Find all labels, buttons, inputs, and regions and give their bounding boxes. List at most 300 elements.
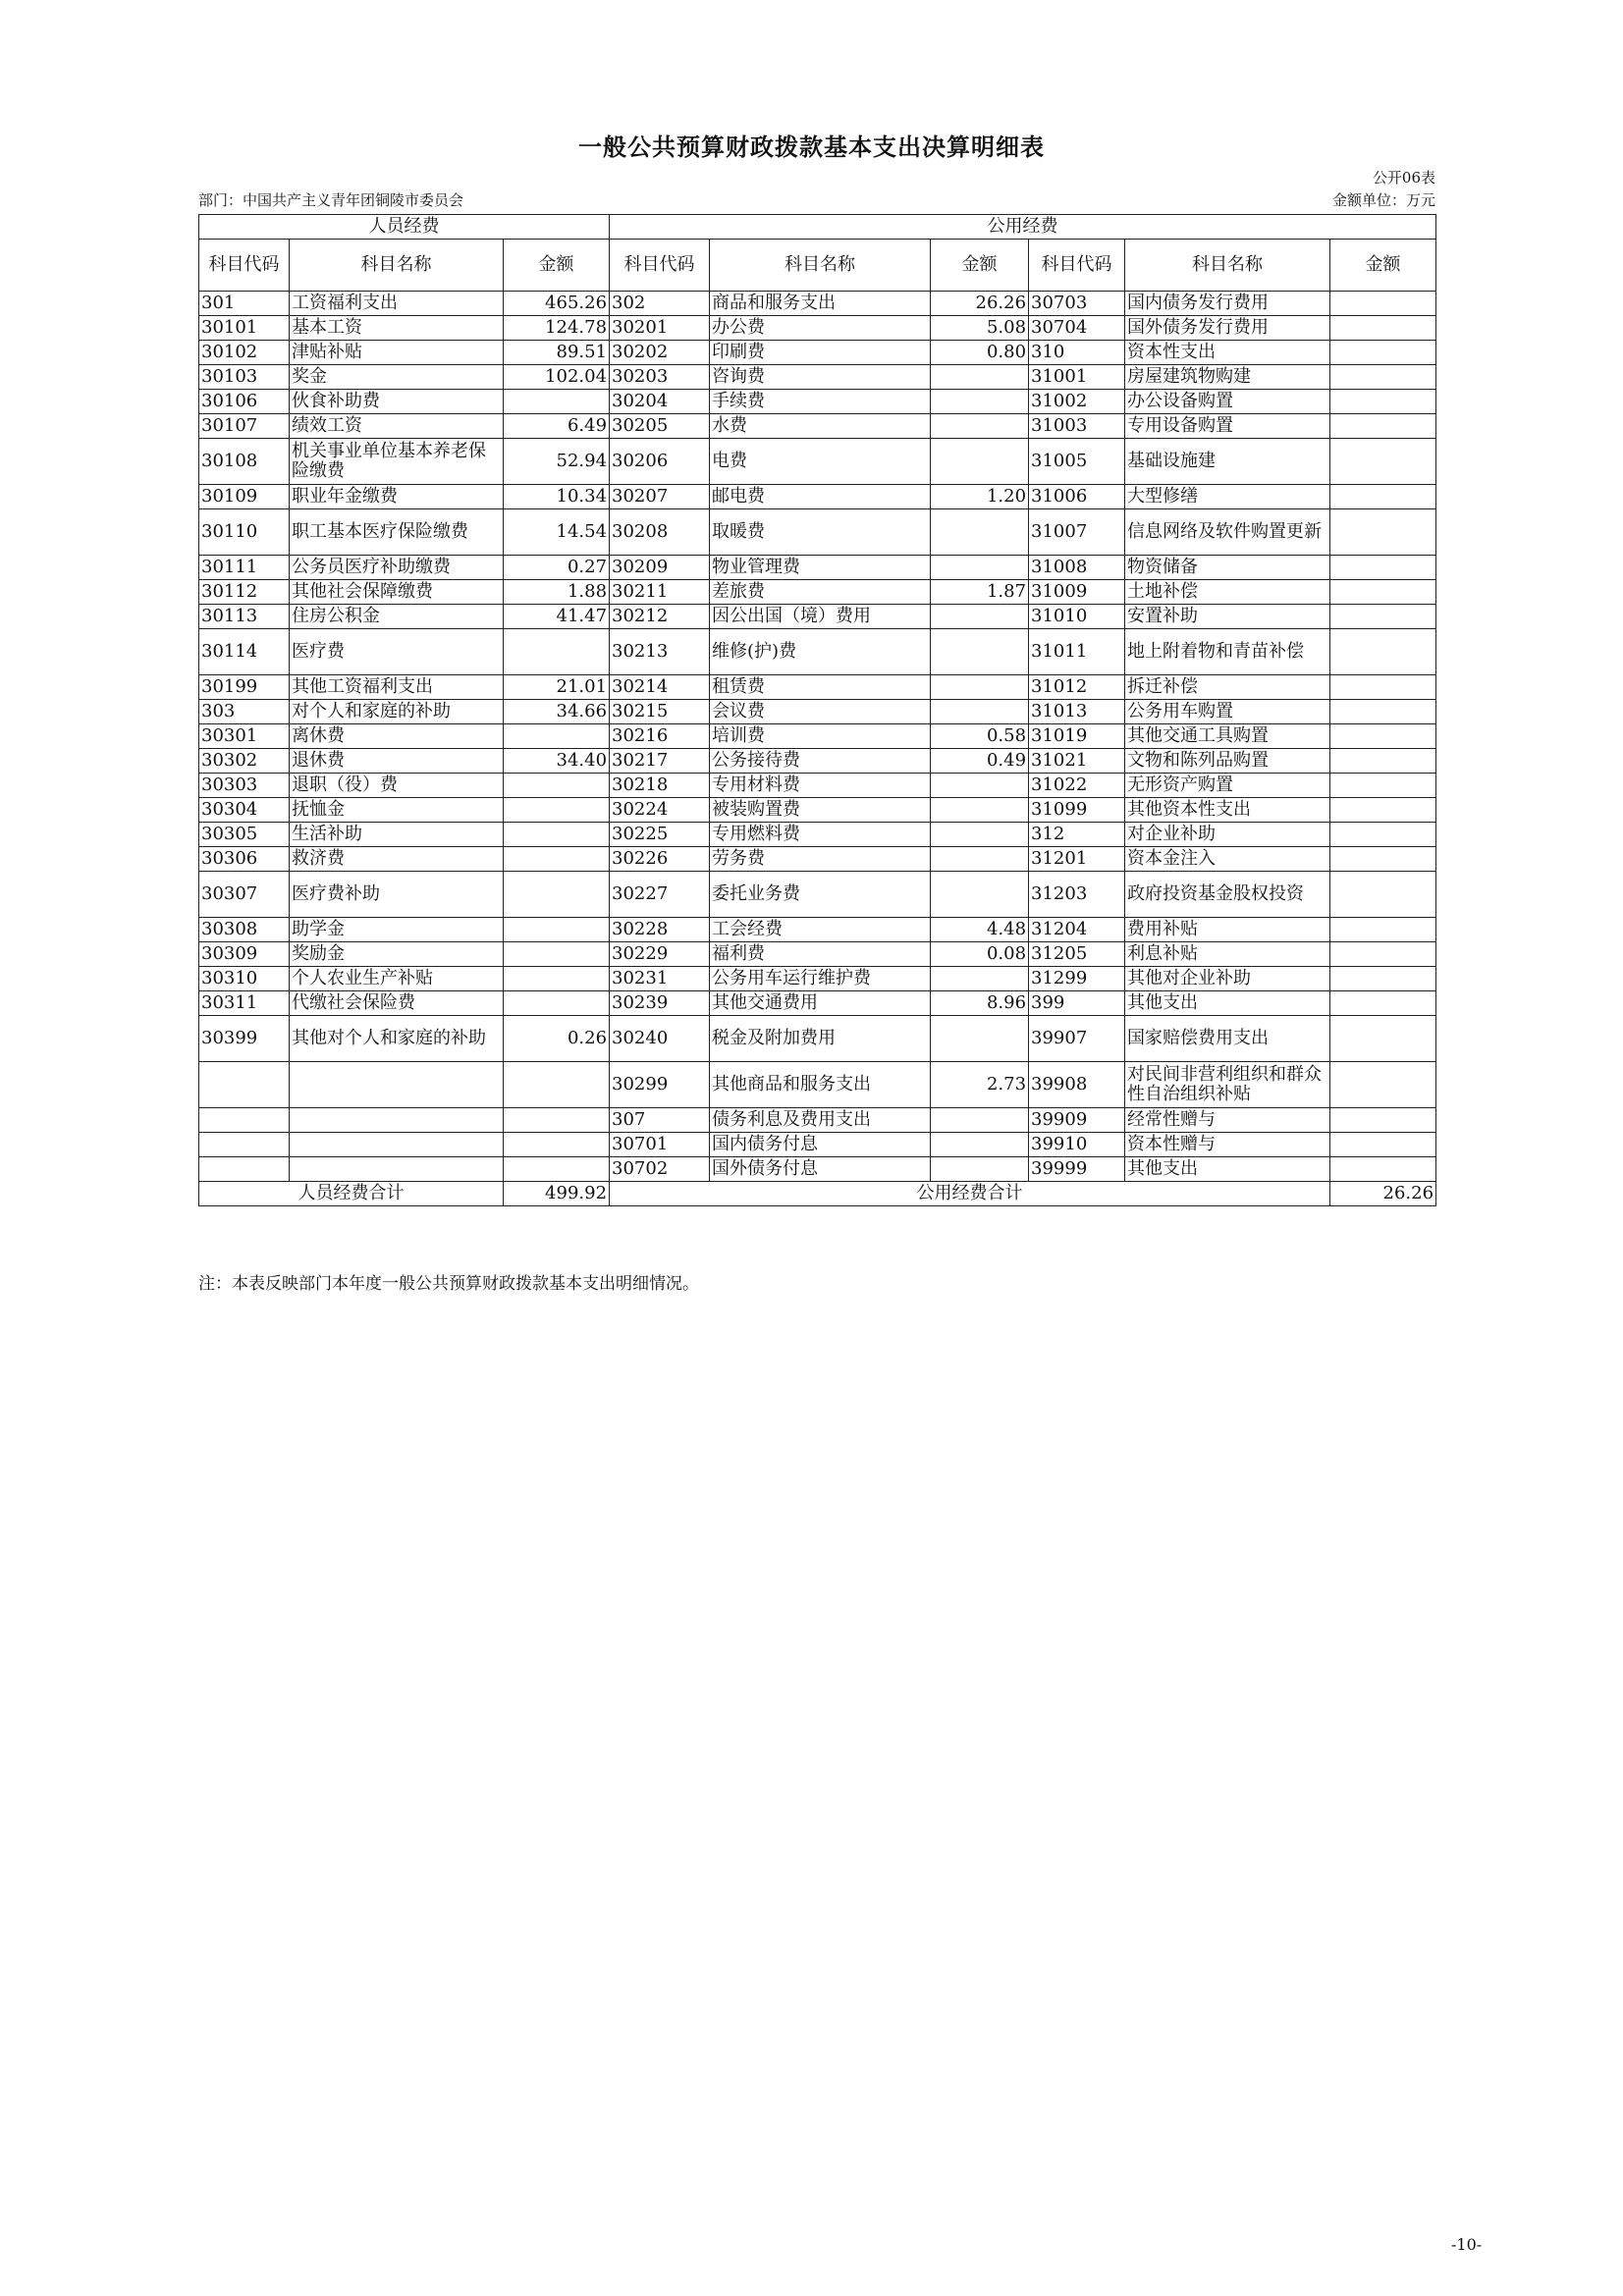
cell-code: 31009 bbox=[1029, 580, 1125, 605]
cell-amount bbox=[504, 823, 610, 847]
group-header-personnel: 人员经费 bbox=[199, 215, 610, 240]
cell-amount bbox=[931, 365, 1029, 390]
cell-code: 31022 bbox=[1029, 774, 1125, 798]
cell-amount bbox=[1330, 798, 1436, 823]
cell-name: 资本性赠与 bbox=[1125, 1133, 1330, 1157]
column-header: 科目代码 bbox=[1029, 240, 1125, 292]
cell-name: 劳务费 bbox=[710, 847, 931, 872]
cell-amount bbox=[1330, 292, 1436, 316]
cell-code: 31205 bbox=[1029, 942, 1125, 967]
cell-name: 手续费 bbox=[710, 390, 931, 414]
table-row bbox=[199, 414, 1436, 439]
cell-amount bbox=[1330, 749, 1436, 774]
cell-name: 其他支出 bbox=[1125, 991, 1330, 1016]
cell-name: 资本金注入 bbox=[1125, 847, 1330, 872]
table-row bbox=[199, 580, 1436, 605]
cell-code: 30209 bbox=[610, 556, 710, 580]
cell-name: 电费 bbox=[710, 439, 931, 485]
cell-code: 30301 bbox=[199, 724, 290, 749]
cell-code: 31021 bbox=[1029, 749, 1125, 774]
table-row bbox=[199, 365, 1436, 390]
cell-name: 信息网络及软件购置更新 bbox=[1125, 509, 1330, 556]
cell-amount: 124.78 bbox=[504, 316, 610, 341]
cell-amount bbox=[931, 798, 1029, 823]
cell-amount bbox=[931, 967, 1029, 991]
cell-amount bbox=[504, 1062, 610, 1108]
cell-code bbox=[199, 1062, 290, 1108]
cell-code: 312 bbox=[1029, 823, 1125, 847]
personnel-total-label: 人员经费合计 bbox=[199, 1182, 504, 1206]
cell-name: 其他对个人和家庭的补助 bbox=[290, 1016, 504, 1062]
cell-code: 30216 bbox=[610, 724, 710, 749]
cell-code: 31013 bbox=[1029, 700, 1125, 724]
cell-code: 39910 bbox=[1029, 1133, 1125, 1157]
cell-name: 公务接待费 bbox=[710, 749, 931, 774]
table-row bbox=[199, 872, 1436, 918]
cell-name: 职业年金缴费 bbox=[290, 485, 504, 509]
cell-amount bbox=[504, 918, 610, 942]
cell-name: 经常性赠与 bbox=[1125, 1108, 1330, 1133]
cell-amount bbox=[504, 967, 610, 991]
cell-name bbox=[290, 1133, 504, 1157]
cell-name bbox=[290, 1108, 504, 1133]
cell-amount bbox=[504, 390, 610, 414]
cell-name: 奖金 bbox=[290, 365, 504, 390]
cell-name: 助学金 bbox=[290, 918, 504, 942]
column-header: 科目名称 bbox=[1125, 240, 1330, 292]
cell-code: 30205 bbox=[610, 414, 710, 439]
cell-name: 伙食补助费 bbox=[290, 390, 504, 414]
cell-amount bbox=[1330, 774, 1436, 798]
cell-amount bbox=[1330, 823, 1436, 847]
cell-code: 399 bbox=[1029, 991, 1125, 1016]
cell-code: 30107 bbox=[199, 414, 290, 439]
cell-name: 费用补贴 bbox=[1125, 918, 1330, 942]
cell-name: 公务用车运行维护费 bbox=[710, 967, 931, 991]
cell-name: 基础设施建 bbox=[1125, 439, 1330, 485]
cell-amount bbox=[1330, 847, 1436, 872]
cell-name: 安置补助 bbox=[1125, 605, 1330, 629]
cell-amount: 1.20 bbox=[931, 485, 1029, 509]
cell-name: 基本工资 bbox=[290, 316, 504, 341]
cell-amount bbox=[504, 774, 610, 798]
cell-amount bbox=[504, 798, 610, 823]
table-row bbox=[199, 918, 1436, 942]
cell-code: 30207 bbox=[610, 485, 710, 509]
cell-code: 31003 bbox=[1029, 414, 1125, 439]
cell-amount: 1.88 bbox=[504, 580, 610, 605]
cell-code: 30109 bbox=[199, 485, 290, 509]
cell-amount bbox=[1330, 724, 1436, 749]
cell-code: 31012 bbox=[1029, 675, 1125, 700]
cell-amount bbox=[504, 847, 610, 872]
cell-amount: 10.34 bbox=[504, 485, 610, 509]
table-row bbox=[199, 509, 1436, 556]
cell-code: 30299 bbox=[610, 1062, 710, 1108]
cell-amount bbox=[1330, 485, 1436, 509]
cell-name: 办公设备购置 bbox=[1125, 390, 1330, 414]
cell-name: 邮电费 bbox=[710, 485, 931, 509]
cell-amount bbox=[1330, 605, 1436, 629]
cell-code: 31201 bbox=[1029, 847, 1125, 872]
cell-code: 303 bbox=[199, 700, 290, 724]
table-row bbox=[199, 1157, 1436, 1182]
cell-amount: 8.96 bbox=[931, 991, 1029, 1016]
department-label: 部门：中国共产主义青年团铜陵市委员会 bbox=[198, 191, 464, 209]
cell-name: 其他工资福利支出 bbox=[290, 675, 504, 700]
cell-name: 工会经费 bbox=[710, 918, 931, 942]
cell-code: 39999 bbox=[1029, 1157, 1125, 1182]
cell-name: 其他社会保障缴费 bbox=[290, 580, 504, 605]
cell-name: 退职（役）费 bbox=[290, 774, 504, 798]
cell-amount bbox=[931, 414, 1029, 439]
cell-name: 差旅费 bbox=[710, 580, 931, 605]
cell-amount bbox=[504, 991, 610, 1016]
table-row bbox=[199, 629, 1436, 675]
cell-name: 房屋建筑物购建 bbox=[1125, 365, 1330, 390]
cell-amount bbox=[931, 390, 1029, 414]
table-row bbox=[199, 316, 1436, 341]
cell-amount: 0.08 bbox=[931, 942, 1029, 967]
cell-code: 30310 bbox=[199, 967, 290, 991]
cell-amount bbox=[504, 872, 610, 918]
cell-amount bbox=[1330, 439, 1436, 485]
cell-code: 30217 bbox=[610, 749, 710, 774]
cell-amount bbox=[931, 629, 1029, 675]
page-title: 一般公共预算财政拨款基本支出决算明细表 bbox=[578, 133, 1045, 161]
cell-amount bbox=[931, 605, 1029, 629]
table-row bbox=[199, 967, 1436, 991]
cell-name: 商品和服务支出 bbox=[710, 292, 931, 316]
cell-amount: 1.87 bbox=[931, 580, 1029, 605]
column-header: 科目代码 bbox=[199, 240, 290, 292]
cell-code: 30304 bbox=[199, 798, 290, 823]
personnel-total-value: 499.92 bbox=[504, 1182, 610, 1206]
cell-code: 30309 bbox=[199, 942, 290, 967]
cell-name bbox=[290, 1062, 504, 1108]
cell-code: 30202 bbox=[610, 341, 710, 365]
cell-name: 专用设备购置 bbox=[1125, 414, 1330, 439]
cell-name: 对个人和家庭的补助 bbox=[290, 700, 504, 724]
cell-name: 物业管理费 bbox=[710, 556, 931, 580]
cell-amount bbox=[1330, 942, 1436, 967]
cell-code: 30110 bbox=[199, 509, 290, 556]
cell-amount bbox=[1330, 872, 1436, 918]
cell-name: 福利费 bbox=[710, 942, 931, 967]
cell-name: 国内债务发行费用 bbox=[1125, 292, 1330, 316]
cell-amount: 6.49 bbox=[504, 414, 610, 439]
cell-amount bbox=[1330, 580, 1436, 605]
cell-amount bbox=[504, 1133, 610, 1157]
cell-name: 国家赔偿费用支出 bbox=[1125, 1016, 1330, 1062]
cell-code: 39909 bbox=[1029, 1108, 1125, 1133]
cell-name: 土地补偿 bbox=[1125, 580, 1330, 605]
cell-code: 30225 bbox=[610, 823, 710, 847]
cell-name: 专用燃料费 bbox=[710, 823, 931, 847]
cell-code: 30111 bbox=[199, 556, 290, 580]
cell-code: 30112 bbox=[199, 580, 290, 605]
cell-name: 公务用车购置 bbox=[1125, 700, 1330, 724]
cell-code: 31204 bbox=[1029, 918, 1125, 942]
cell-amount: 102.04 bbox=[504, 365, 610, 390]
cell-code: 30212 bbox=[610, 605, 710, 629]
cell-name: 工资福利支出 bbox=[290, 292, 504, 316]
cell-name: 离休费 bbox=[290, 724, 504, 749]
cell-amount bbox=[931, 439, 1029, 485]
table-row bbox=[199, 774, 1436, 798]
cell-name: 生活补助 bbox=[290, 823, 504, 847]
column-header: 金额 bbox=[1330, 240, 1436, 292]
cell-name: 印刷费 bbox=[710, 341, 931, 365]
table-row bbox=[199, 1016, 1436, 1062]
expenditure-detail-table bbox=[198, 214, 1436, 1206]
cell-amount bbox=[1330, 414, 1436, 439]
public-total-value: 26.26 bbox=[1330, 1182, 1436, 1206]
cell-amount bbox=[931, 556, 1029, 580]
cell-amount: 89.51 bbox=[504, 341, 610, 365]
cell-code: 30227 bbox=[610, 872, 710, 918]
cell-code: 30231 bbox=[610, 967, 710, 991]
cell-name: 津贴补贴 bbox=[290, 341, 504, 365]
cell-code: 30201 bbox=[610, 316, 710, 341]
cell-amount bbox=[504, 1157, 610, 1182]
cell-code bbox=[199, 1108, 290, 1133]
cell-code: 31011 bbox=[1029, 629, 1125, 675]
table-row bbox=[199, 942, 1436, 967]
cell-name: 绩效工资 bbox=[290, 414, 504, 439]
cell-amount bbox=[1330, 1108, 1436, 1133]
cell-name: 办公费 bbox=[710, 316, 931, 341]
cell-amount: 26.26 bbox=[931, 292, 1029, 316]
cell-name: 救济费 bbox=[290, 847, 504, 872]
cell-amount bbox=[1330, 509, 1436, 556]
cell-name: 咨询费 bbox=[710, 365, 931, 390]
cell-name: 对企业补助 bbox=[1125, 823, 1330, 847]
cell-amount: 21.01 bbox=[504, 675, 610, 700]
amount-unit-label: 金额单位：万元 bbox=[1331, 191, 1435, 209]
cell-amount bbox=[504, 724, 610, 749]
cell-name: 其他支出 bbox=[1125, 1157, 1330, 1182]
cell-name: 其他商品和服务支出 bbox=[710, 1062, 931, 1108]
cell-code: 31006 bbox=[1029, 485, 1125, 509]
table-row bbox=[199, 1108, 1436, 1133]
cell-code: 30240 bbox=[610, 1016, 710, 1062]
cell-code: 30108 bbox=[199, 439, 290, 485]
cell-code: 30303 bbox=[199, 774, 290, 798]
cell-amount bbox=[1330, 629, 1436, 675]
cell-name bbox=[290, 1157, 504, 1182]
cell-code: 30226 bbox=[610, 847, 710, 872]
cell-amount bbox=[1330, 1133, 1436, 1157]
cell-name: 国外债务付息 bbox=[710, 1157, 931, 1182]
cell-amount bbox=[1330, 556, 1436, 580]
cell-name: 物资储备 bbox=[1125, 556, 1330, 580]
cell-code: 30214 bbox=[610, 675, 710, 700]
cell-amount bbox=[1330, 1157, 1436, 1182]
cell-amount bbox=[931, 509, 1029, 556]
cell-name: 委托业务费 bbox=[710, 872, 931, 918]
cell-code: 307 bbox=[610, 1108, 710, 1133]
cell-amount: 0.26 bbox=[504, 1016, 610, 1062]
cell-code: 30224 bbox=[610, 798, 710, 823]
form-number: 公开06表 bbox=[1372, 169, 1435, 187]
cell-code: 30114 bbox=[199, 629, 290, 675]
table-row bbox=[199, 823, 1436, 847]
cell-name: 文物和陈列品购置 bbox=[1125, 749, 1330, 774]
cell-amount: 5.08 bbox=[931, 316, 1029, 341]
cell-amount bbox=[1330, 700, 1436, 724]
cell-amount bbox=[1330, 675, 1436, 700]
cell-amount: 0.27 bbox=[504, 556, 610, 580]
table-row bbox=[199, 798, 1436, 823]
cell-code: 30218 bbox=[610, 774, 710, 798]
page-number: -10- bbox=[1451, 2235, 1483, 2254]
table-row bbox=[199, 847, 1436, 872]
totals-row bbox=[199, 1182, 1436, 1206]
cell-name: 公务员医疗补助缴费 bbox=[290, 556, 504, 580]
cell-amount: 41.47 bbox=[504, 605, 610, 629]
cell-code: 30208 bbox=[610, 509, 710, 556]
cell-code: 39907 bbox=[1029, 1016, 1125, 1062]
cell-code: 30306 bbox=[199, 847, 290, 872]
cell-amount bbox=[931, 847, 1029, 872]
cell-code: 30211 bbox=[610, 580, 710, 605]
cell-name: 对民间非营利组织和群众性自治组织补贴 bbox=[1125, 1062, 1330, 1108]
cell-code: 302 bbox=[610, 292, 710, 316]
cell-code: 30701 bbox=[610, 1133, 710, 1157]
cell-amount bbox=[1330, 1016, 1436, 1062]
cell-amount bbox=[931, 1016, 1029, 1062]
cell-name: 国外债务发行费用 bbox=[1125, 316, 1330, 341]
table-row bbox=[199, 605, 1436, 629]
table-row bbox=[199, 341, 1436, 365]
cell-code bbox=[199, 1133, 290, 1157]
cell-code: 31010 bbox=[1029, 605, 1125, 629]
column-header: 金额 bbox=[931, 240, 1029, 292]
column-header: 科目名称 bbox=[290, 240, 504, 292]
cell-code: 30239 bbox=[610, 991, 710, 1016]
cell-code: 30113 bbox=[199, 605, 290, 629]
cell-code: 30203 bbox=[610, 365, 710, 390]
cell-name: 债务利息及费用支出 bbox=[710, 1108, 931, 1133]
cell-amount bbox=[931, 872, 1029, 918]
cell-name: 国内债务付息 bbox=[710, 1133, 931, 1157]
cell-code: 30703 bbox=[1029, 292, 1125, 316]
cell-code: 30213 bbox=[610, 629, 710, 675]
table-row bbox=[199, 724, 1436, 749]
cell-code: 31203 bbox=[1029, 872, 1125, 918]
cell-amount: 0.58 bbox=[931, 724, 1029, 749]
table-row bbox=[199, 556, 1436, 580]
table-row bbox=[199, 749, 1436, 774]
cell-code: 30307 bbox=[199, 872, 290, 918]
table-row bbox=[199, 991, 1436, 1016]
cell-amount bbox=[504, 942, 610, 967]
cell-amount bbox=[1330, 341, 1436, 365]
cell-amount bbox=[931, 1108, 1029, 1133]
cell-amount: 0.80 bbox=[931, 341, 1029, 365]
cell-name: 大型修缮 bbox=[1125, 485, 1330, 509]
cell-amount bbox=[931, 1133, 1029, 1157]
cell-code: 310 bbox=[1029, 341, 1125, 365]
cell-code: 30101 bbox=[199, 316, 290, 341]
cell-name: 退休费 bbox=[290, 749, 504, 774]
table-body bbox=[199, 292, 1436, 1182]
cell-name: 水费 bbox=[710, 414, 931, 439]
cell-code: 30311 bbox=[199, 991, 290, 1016]
cell-amount bbox=[1330, 365, 1436, 390]
cell-name: 会议费 bbox=[710, 700, 931, 724]
cell-amount bbox=[1330, 967, 1436, 991]
table-row bbox=[199, 1062, 1436, 1108]
cell-name: 利息补贴 bbox=[1125, 942, 1330, 967]
cell-code: 31019 bbox=[1029, 724, 1125, 749]
cell-amount bbox=[1330, 316, 1436, 341]
table-row bbox=[199, 675, 1436, 700]
cell-code: 39908 bbox=[1029, 1062, 1125, 1108]
column-header: 科目名称 bbox=[710, 240, 931, 292]
cell-name: 其他资本性支出 bbox=[1125, 798, 1330, 823]
cell-code: 31005 bbox=[1029, 439, 1125, 485]
cell-code: 30204 bbox=[610, 390, 710, 414]
cell-amount bbox=[1330, 1062, 1436, 1108]
table-row bbox=[199, 1133, 1436, 1157]
cell-name: 税金及附加费用 bbox=[710, 1016, 931, 1062]
cell-name: 其他对企业补助 bbox=[1125, 967, 1330, 991]
cell-name: 抚恤金 bbox=[290, 798, 504, 823]
cell-amount: 34.66 bbox=[504, 700, 610, 724]
cell-code: 31007 bbox=[1029, 509, 1125, 556]
cell-amount bbox=[504, 629, 610, 675]
cell-code: 31299 bbox=[1029, 967, 1125, 991]
cell-code: 30106 bbox=[199, 390, 290, 414]
cell-code: 30206 bbox=[610, 439, 710, 485]
cell-code: 30199 bbox=[199, 675, 290, 700]
cell-amount: 2.73 bbox=[931, 1062, 1029, 1108]
cell-name: 医疗费 bbox=[290, 629, 504, 675]
cell-amount: 52.94 bbox=[504, 439, 610, 485]
cell-amount bbox=[931, 823, 1029, 847]
cell-code: 30305 bbox=[199, 823, 290, 847]
cell-name: 因公出国（境）费用 bbox=[710, 605, 931, 629]
cell-code: 30229 bbox=[610, 942, 710, 967]
cell-name: 奖励金 bbox=[290, 942, 504, 967]
cell-name: 住房公积金 bbox=[290, 605, 504, 629]
cell-code: 30302 bbox=[199, 749, 290, 774]
cell-name: 机关事业单位基本养老保险缴费 bbox=[290, 439, 504, 485]
cell-name: 拆迁补偿 bbox=[1125, 675, 1330, 700]
cell-name: 职工基本医疗保险缴费 bbox=[290, 509, 504, 556]
cell-amount bbox=[1330, 991, 1436, 1016]
cell-name: 维修(护)费 bbox=[710, 629, 931, 675]
cell-amount bbox=[1330, 390, 1436, 414]
table-row bbox=[199, 700, 1436, 724]
cell-name: 地上附着物和青苗补偿 bbox=[1125, 629, 1330, 675]
cell-code: 30308 bbox=[199, 918, 290, 942]
table-row bbox=[199, 485, 1436, 509]
cell-amount bbox=[931, 675, 1029, 700]
cell-amount: 4.48 bbox=[931, 918, 1029, 942]
cell-amount: 14.54 bbox=[504, 509, 610, 556]
cell-code: 30702 bbox=[610, 1157, 710, 1182]
group-header-public: 公用经费 bbox=[610, 215, 1436, 240]
table-row bbox=[199, 439, 1436, 485]
cell-amount: 0.49 bbox=[931, 749, 1029, 774]
cell-name: 政府投资基金股权投资 bbox=[1125, 872, 1330, 918]
cell-code bbox=[199, 1157, 290, 1182]
cell-name: 个人农业生产补贴 bbox=[290, 967, 504, 991]
cell-name: 专用材料费 bbox=[710, 774, 931, 798]
